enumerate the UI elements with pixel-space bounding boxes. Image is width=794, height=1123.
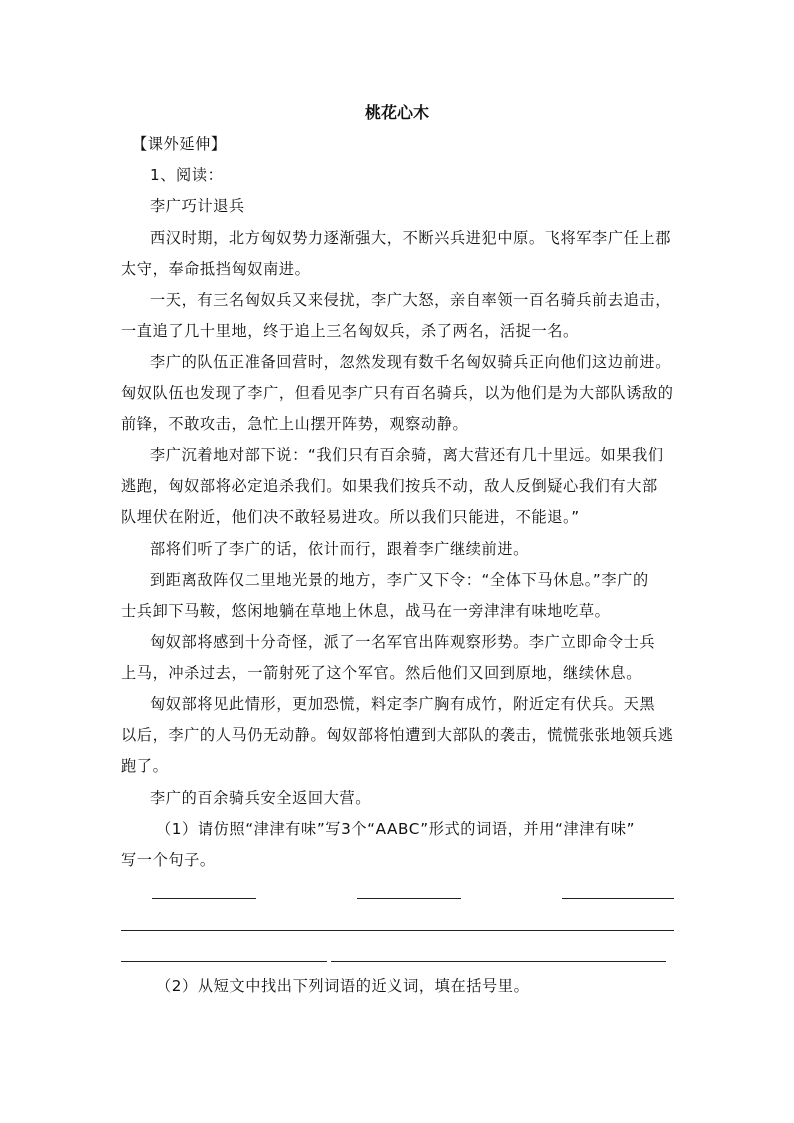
question-1-line-1: （1）请仿照“津津有味”写3个“AABC”形式的词语，并用“津津有味” [156,820,636,838]
paragraph-8-line-3: 跑了。 [121,757,169,775]
paragraph-4-line-3: 队埋伏在附近，他们决不敢轻易进攻。所以我们只能进，不能退。” [121,508,580,526]
paragraph-4-line-2: 逃跑，匈奴部将必定追杀我们。如果我们按兵不动，敌人反倒疑心我们有大部 [121,477,658,495]
paragraph-3-line-1: 李广的队伍正准备回营时，忽然发现有数千名匈奴骑兵正向他们这边前进。 [150,353,671,371]
answer-blank-word-1[interactable] [152,898,256,899]
answer-blank-sentence-line-2b[interactable] [331,961,666,962]
paragraph-3-line-3: 前锋，不敢攻击，急忙上山摆开阵势，观察动静。 [121,415,469,433]
paragraph-1-line-1: 西汉时期，北方匈奴势力逐渐强大，不断兴兵进犯中原。飞将军李广任上郡 [150,229,671,247]
paragraph-8-line-1: 匈奴部将见此情形，更加恐慌，料定李广胸有成竹，附近定有伏兵。天黑 [150,695,656,713]
answer-blank-word-3[interactable] [562,898,674,899]
paragraph-4-line-1: 李广沉着地对部下说：“我们只有百余骑，离大营还有几十里远。如果我们 [150,446,664,464]
answer-blank-word-2[interactable] [357,898,461,899]
paragraph-3-line-2: 匈奴队伍也发现了李广，但看见李广只有百名骑兵，以为他们是为大部队诱敌的 [121,384,674,402]
story-title: 李广巧计退兵 [150,197,245,215]
answer-blank-sentence-line-2a[interactable] [121,961,327,962]
paragraph-1-line-2: 太守，奉命抵挡匈奴南进。 [121,260,311,278]
paragraph-7-line-1: 匈奴部将感到十分奇怪，派了一名军官出阵观察形势。李广立即命令士兵 [150,633,656,651]
paragraph-6-line-2: 士兵卸下马鞍，悠闲地躺在草地上休息，战马在一旁津津有味地吃草。 [121,602,611,620]
paragraph-9-line-1: 李广的百余骑兵安全返回大营。 [150,789,372,807]
question-2-line-1: （2）从短文中找出下列词语的近义词，填在括号里。 [156,977,530,995]
paragraph-8-line-2: 以后，李广的人马仍无动静。匈奴部将怕遭到大部队的袭击，慌慌张张地领兵逃 [121,726,674,744]
answer-blank-sentence-line-1[interactable] [121,930,674,931]
question-1-line-2: 写一个句子。 [121,851,216,869]
question-number: 1、阅读： [150,166,224,184]
paragraph-2-line-1: 一天，有三名匈奴兵又来侵扰，李广大怒，亲自率领一百名骑兵前去追击， [150,291,671,309]
paragraph-5-line-1: 部将们听了李广的话，依计而行，跟着李广继续前进。 [150,540,529,558]
paragraph-7-line-2: 上马，冲杀过去，一箭射死了这个军官。然后他们又回到原地，继续休息。 [121,664,642,682]
document-title: 桃花心木 [364,103,429,122]
paragraph-2-line-2: 一直追了几十里地，终于追上三名匈奴兵，杀了两名，活捉一名。 [121,322,579,340]
section-heading: 【课外延伸】 [132,135,227,153]
paragraph-6-line-1: 到距离敌阵仅二里地光景的地方，李广又下令：“全体下马休息。”李广的 [150,571,649,589]
